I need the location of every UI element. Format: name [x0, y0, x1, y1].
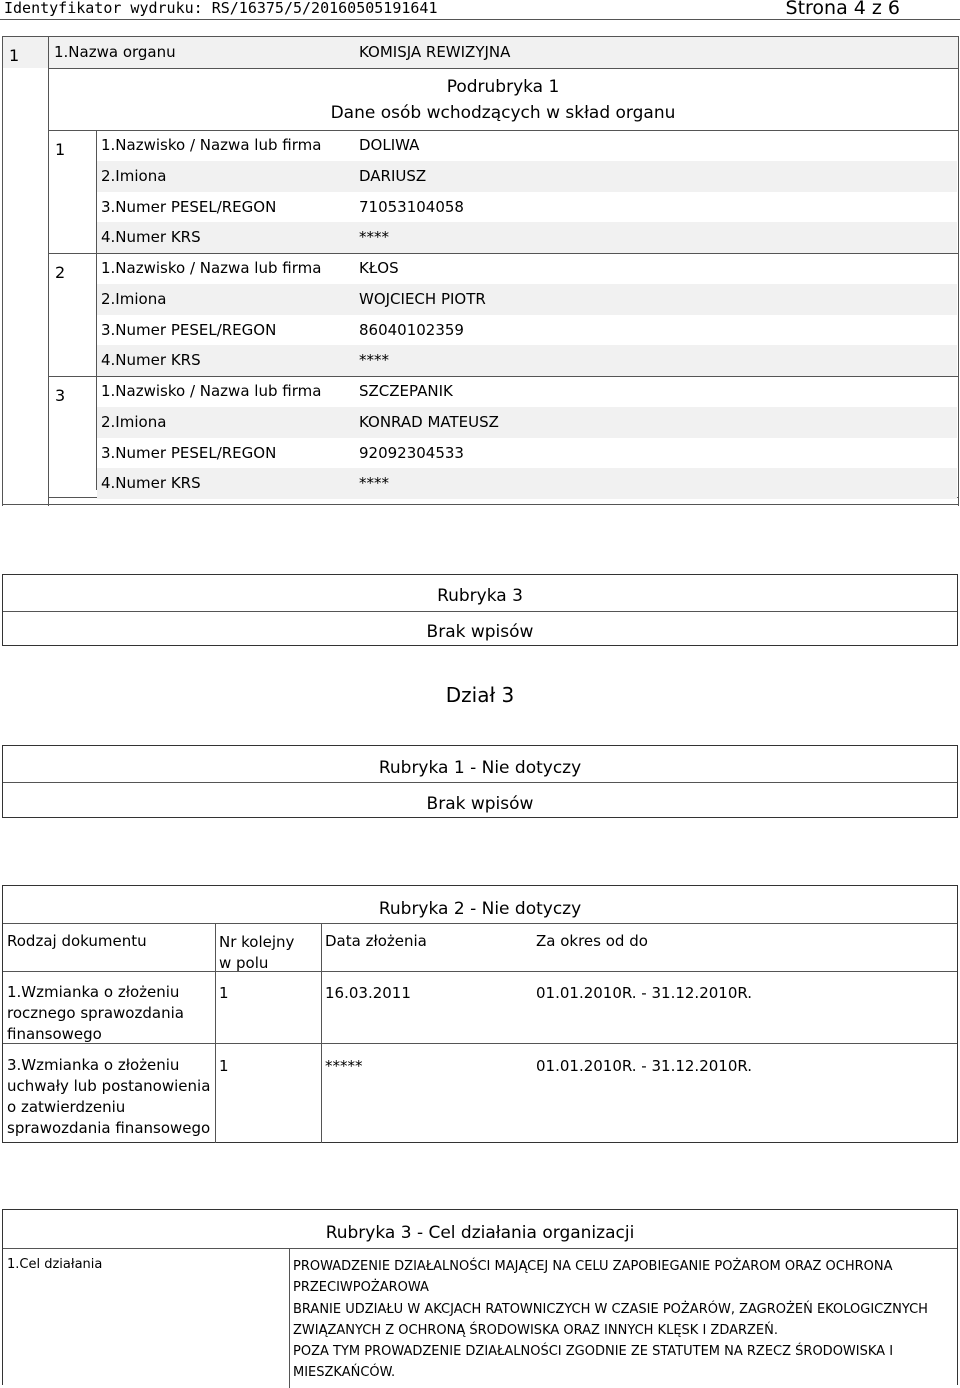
field-value: WOJCIECH PIOTR: [359, 289, 486, 308]
rubryka2-title: Rubryka 2 - Nie dotyczy: [378, 899, 582, 919]
row-period: 01.01.2010R. - 31.12.2010R.: [536, 1057, 753, 1075]
field-label: 1.Nazwisko / Nazwa lub firma: [101, 382, 322, 400]
header-rule: [0, 19, 960, 20]
cel-line: POZA TYM PROWADZENIE DZIAŁALNOŚCI ZGODNIE ZE STATUTEM NA RZECZ ŚRODOWISKA I: [293, 1344, 894, 1360]
field-value: KONRAD MATEUSZ: [359, 412, 499, 431]
field-label: 4.Numer KRS: [101, 474, 201, 493]
field-value: ****: [359, 228, 389, 247]
section-title: Dział 3: [445, 683, 515, 707]
cel-label: 1.Cel działania: [7, 1257, 103, 1272]
field-label: 2.Imiona: [101, 412, 167, 431]
field-value: DOLIWA: [359, 136, 420, 154]
print-identifier: Identyfikator wydruku: RS/16375/5/20160505191641: [4, 0, 438, 17]
person-index: 3: [55, 386, 66, 405]
organ-index: 1: [9, 46, 20, 65]
subsection-title: Podrubryka 1: [446, 77, 560, 97]
field-label: 1.Nazwisko / Nazwa lub firma: [101, 136, 322, 154]
cel-line: PRZECIWPOŻAROWA: [293, 1280, 429, 1296]
field-value: 92092304533: [359, 443, 464, 462]
rubryka3-box: [2, 574, 958, 646]
rubryka2-table: [2, 885, 958, 1143]
person-index: 1: [55, 140, 66, 159]
organ-label: 1.Nazwa organu: [54, 43, 176, 61]
subsection-subtitle: Dane osób wchodzących w skład organu: [330, 103, 676, 123]
rubryka1-box: [2, 745, 958, 818]
organ-value: KOMISJA REWIZYJNA: [359, 43, 511, 61]
cel-line: MIESZKAŃCÓW.: [293, 1365, 396, 1381]
rubryka3-cel-table: [2, 1209, 958, 1385]
rubryka1-title: Rubryka 1 - Nie dotyczy: [378, 758, 582, 778]
row-date: 16.03.2011: [325, 984, 411, 1002]
person-index: 2: [55, 263, 66, 282]
cel-title: Rubryka 3 - Cel działania organizacji: [325, 1223, 635, 1243]
rubryka3-title: Rubryka 3: [437, 586, 523, 606]
field-label: 1.Nazwisko / Nazwa lub firma: [101, 259, 322, 277]
cel-line: PROWADZENIE DZIAŁALNOŚCI MAJĄCEJ NA CELU ZAPOBIEGANIE POŻAROM ORAZ OCHRONA: [293, 1259, 893, 1274]
rubryka3-empty-text: Brak wpisów: [426, 622, 534, 642]
column-header-date: Data złożenia: [325, 932, 427, 950]
row-nr: 1: [219, 984, 229, 1002]
field-label: 3.Numer PESEL/REGON: [101, 197, 277, 216]
field-value: ****: [359, 474, 389, 493]
rubryka1-empty-text: Brak wpisów: [426, 794, 534, 814]
field-label: 3.Numer PESEL/REGON: [101, 443, 277, 462]
cel-text: [293, 1256, 953, 1384]
row-period: 01.01.2010R. - 31.12.2010R.: [536, 984, 753, 1002]
field-value: 71053104058: [359, 197, 464, 216]
column-header-doc: Rodzaj dokumentu: [7, 932, 147, 950]
page-number: Strona 4 z 6: [785, 0, 900, 19]
row-nr: 1: [219, 1057, 229, 1075]
field-value: 86040102359: [359, 320, 464, 339]
field-label: 2.Imiona: [101, 289, 167, 308]
field-label: 4.Numer KRS: [101, 351, 201, 370]
row-doc: 1.Wzmianka o złożeniu rocznego sprawozdania finansowego: [7, 983, 184, 1043]
cel-line: ZWIĄZANYCH Z OCHRONĄ ŚRODOWISKA ORAZ INNYCH KLĘSK I ZDARZEŃ.: [293, 1322, 778, 1338]
row-doc: 3.Wzmianka o złożeniu uchwały lub postanowienia o zatwierdzeniu sprawozdania finansowego: [7, 1056, 211, 1137]
field-value: SZCZEPANIK: [359, 382, 453, 400]
field-label: 4.Numer KRS: [101, 228, 201, 247]
row-date: *****: [325, 1057, 363, 1075]
field-value: DARIUSZ: [359, 166, 427, 185]
column-header-nr: Nr kolejny w polu: [219, 933, 295, 972]
field-label: 3.Numer PESEL/REGON: [101, 320, 277, 339]
column-header-period: Za okres od do: [536, 932, 648, 950]
field-label: 2.Imiona: [101, 166, 167, 185]
cel-line: BRANIE UDZIAŁU W AKCJACH RATOWNICZYCH W CZASIE POŻARÓW, ZAGROŻEŃ EKOLOGICZNYCH: [293, 1301, 928, 1317]
field-value: ****: [359, 351, 389, 370]
field-value: KŁOS: [359, 259, 399, 277]
